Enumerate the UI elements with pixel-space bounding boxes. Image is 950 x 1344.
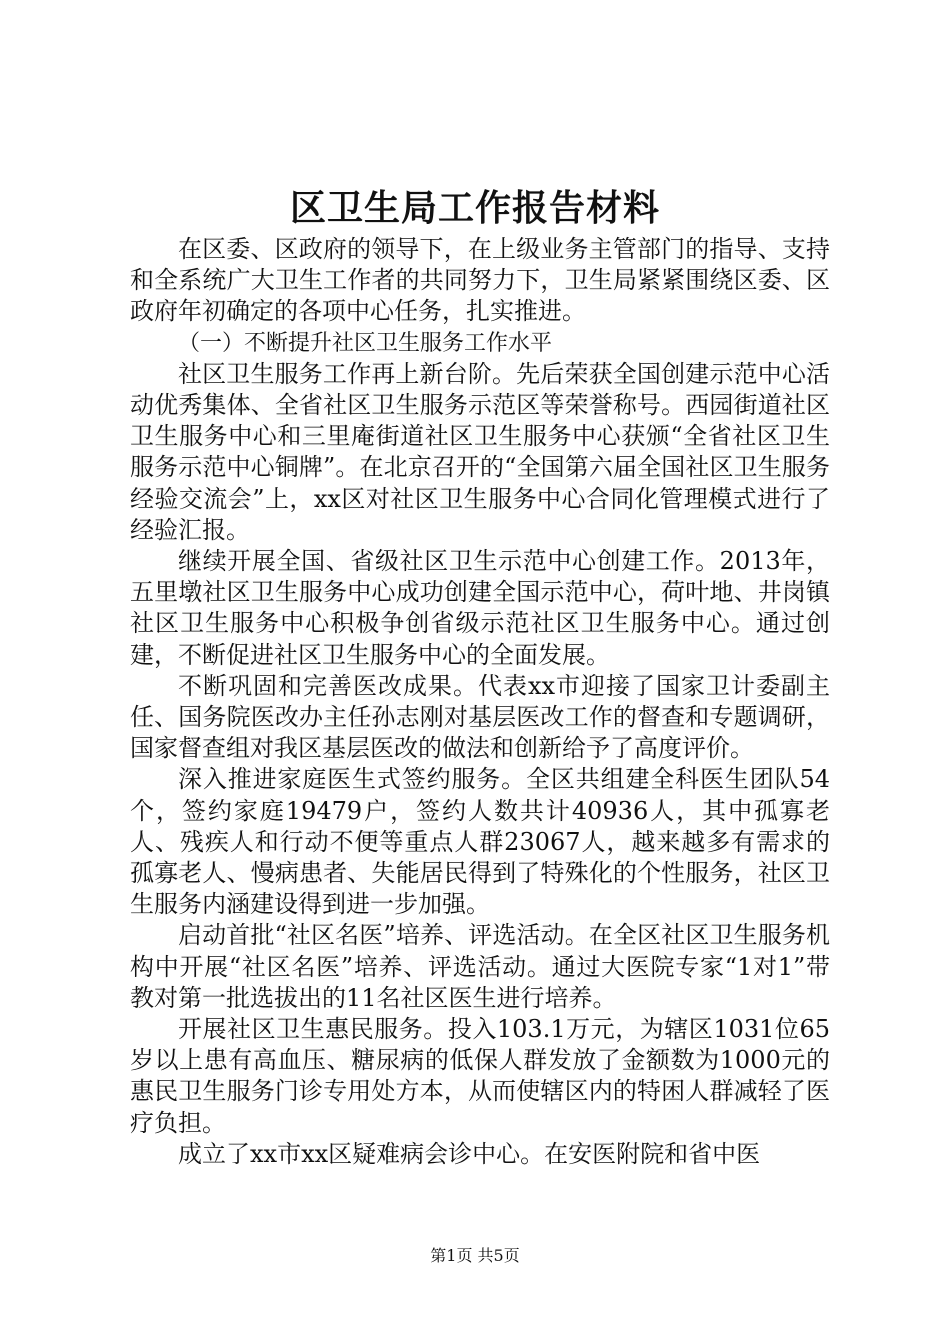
document-body — [130, 234, 830, 1170]
paragraph: 继续开展全国、省级社区卫生示范中心创建工作。2013年，五里墩社区卫生服务中心成功创建全国示范中心，荷叶地、井岗镇社区卫生服务中心积极争创省级示范社区卫生服务中心。通过创建，不断促进社区卫生服务中心的全面发展。 — [130, 547, 830, 669]
paragraph-intro: 在区委、区政府的领导下，在上级业务主管部门的指导、支持和全系统广大卫生工作者的共同努力下，卫生局紧紧围绕区委、区政府年初确定的各项中心任务，扎实推进。 — [130, 235, 830, 326]
paragraph: 不断巩固和完善医改成果。代表xx市迎接了国家卫计委副主任、国务院医改办主任孙志刚对基层医改工作的督查和专题调研，国家督查组对我区基层医改的做法和创新给予了高度评价。 — [130, 671, 830, 763]
paragraph: 社区卫生服务工作再上新台阶。先后荣获全国创建示范中心活动优秀集体、全省社区卫生服务示范区等荣誉称号。西园街道社区卫生服务中心和三里庵街道社区卫生服务中心获颁“全省社区卫生服务示范中心铜牌”。在北京召开的“全国第六届全国社区卫生服务经验交流会”上，xx区对社区卫生服务中心合同化管理模式进行了经验汇报。 — [130, 359, 830, 544]
document-title: 区卫生局工作报告材料 — [289, 187, 660, 229]
paragraph: 开展社区卫生惠民服务。投入103.1万元，为辖区1031位65岁以上患有高血压、糖尿病的低保人群发放了金额数为1000元的惠民卫生服务门诊专用处方本，从而使辖区内的特困人群减轻了医疗负担。 — [130, 1015, 830, 1137]
page-number: 第1页 共5页 — [430, 1246, 520, 1265]
paragraph: 深入推进家庭医生式签约服务。全区共组建全科医生团队54个，签约家庭19479户，签约人数共计40936人，其中孤寡老人、残疾人和行动不便等重点人群23067人，越来越多有需求的孤寡老人、慢病患者、失能居民得到了特殊化的个性服务，社区卫生服务内涵建设得到进一步加强。 — [130, 765, 830, 919]
paragraph: 启动首批“社区名医”培养、评选活动。在全区社区卫生服务机构中开展“社区名医”培养、评选活动。通过大医院专家“1对1”带教对第一批选拔出的11名社区医生进行培养。 — [130, 921, 830, 1012]
section-heading: （一）不断提升社区卫生服务工作水平 — [178, 330, 553, 356]
paragraph: 成立了xx市xx区疑难病会诊中心。在安医附院和省中医 — [178, 1139, 761, 1168]
